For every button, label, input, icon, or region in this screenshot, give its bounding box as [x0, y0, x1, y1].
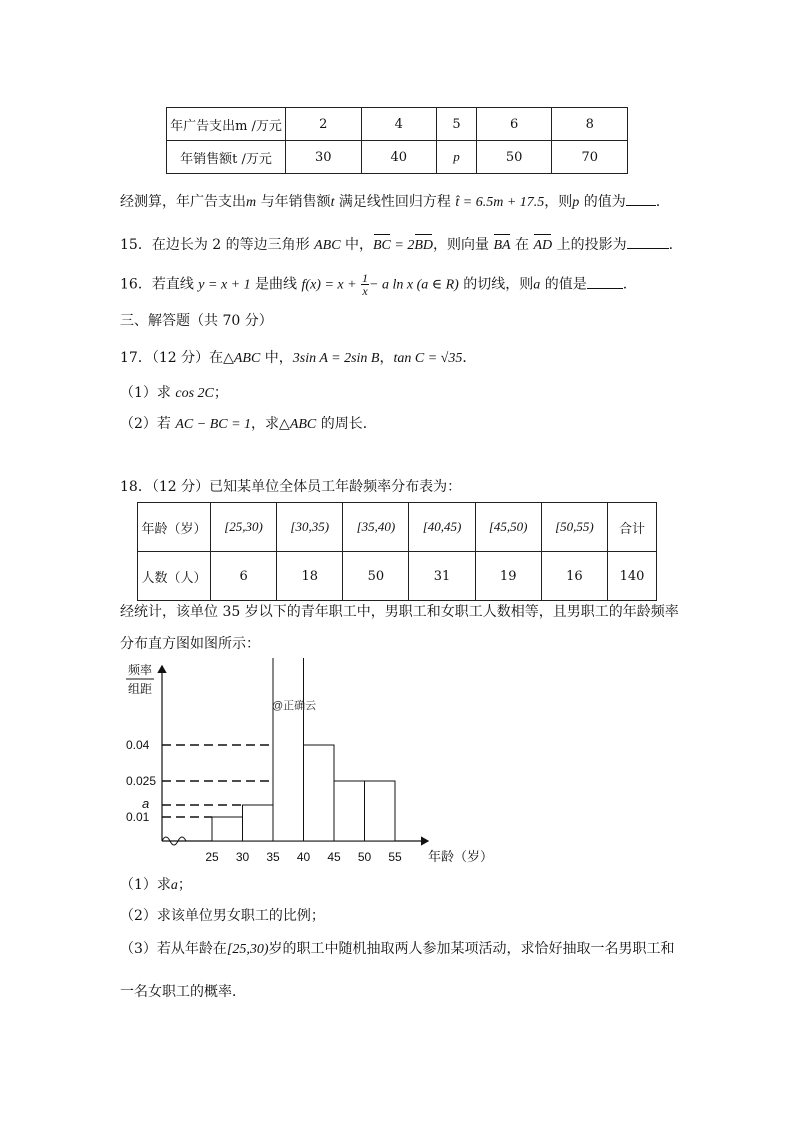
table-cell: 31 — [409, 552, 475, 601]
text: 在 — [510, 237, 534, 253]
text: 中， — [340, 237, 373, 253]
vector-bd: BD — [414, 236, 433, 256]
text: ； — [213, 385, 228, 401]
text: 岁的职工中随机抽取两人参加某项活动，求恰好抽取一名男职工和 — [268, 941, 675, 957]
question-number: 16． — [120, 276, 152, 293]
histogram-bar — [212, 817, 243, 841]
x-tick-label: 35 — [266, 850, 280, 864]
y-tick-label: 0.01 — [126, 810, 150, 824]
text: 若直线 — [151, 276, 199, 293]
vector-bc: BC — [373, 236, 391, 256]
histogram-bar — [273, 658, 304, 841]
table-cell: [40,45) — [409, 503, 475, 552]
table-cell: 6 — [211, 552, 277, 601]
table-header-cell: 年销售额t /万元 — [167, 141, 286, 174]
table-cell: 40 — [361, 141, 437, 174]
text: ， — [379, 350, 394, 366]
table-header-cell: 年龄（岁） — [138, 503, 211, 552]
regression-equation: t̂ = 6.5m + 17.5 — [455, 195, 545, 210]
var-a: a — [170, 878, 178, 893]
table-cell: [35,40) — [343, 503, 409, 552]
histogram-bar — [334, 781, 365, 841]
q18-part1 — [120, 875, 192, 896]
q14-text — [120, 191, 660, 213]
q18-stem: 18．（12 分）已知某单位全体员工年龄频率分布表为： — [120, 479, 462, 495]
y-tick-label: 0.025 — [126, 774, 157, 788]
table-cell: 50 — [476, 141, 552, 174]
table-cell: 70 — [552, 141, 628, 174]
text: 与年销售额 — [256, 194, 331, 210]
table-row — [138, 503, 657, 552]
text: 经测算，年广告支出 — [120, 194, 246, 210]
answer-blank — [587, 274, 623, 289]
fraction — [361, 272, 369, 297]
text: （1）求 — [120, 877, 171, 893]
histogram-bar — [365, 781, 396, 841]
line-equation: y = x + 1 — [198, 277, 251, 293]
table-cell: 18 — [277, 552, 343, 601]
text: 在边长为 2 的等边三角形 — [151, 237, 315, 253]
text: = 2 — [390, 238, 415, 253]
table-row — [167, 108, 628, 141]
table-cell: 140 — [608, 552, 657, 601]
x-tick-label: 55 — [388, 850, 402, 864]
y-axis-label-bottom: 组距 — [128, 682, 153, 696]
triangle-abc: ABC — [233, 351, 261, 366]
triangle-abc: ABC — [289, 417, 317, 432]
condition-1: 3sin A = 2sin B — [292, 351, 380, 366]
ad-sales-table — [166, 107, 628, 174]
text: 满足线性回归方程 — [334, 194, 456, 210]
q15-text — [120, 234, 673, 256]
y-tick-label: 0.04 — [126, 738, 150, 752]
table-cell: 16 — [541, 552, 607, 601]
table-cell: [50,55) — [541, 503, 607, 552]
table-cell: 30 — [286, 141, 362, 174]
condition-2: tan C = √35 — [393, 351, 463, 366]
a-label: a — [142, 796, 150, 811]
age-histogram — [110, 658, 510, 870]
q18-desc-1: 经统计，该单位 35 岁以下的青年职工中，男职工和女职工人数相等，且男职工的年龄频率 — [120, 604, 679, 620]
text: 是曲线 — [250, 276, 302, 293]
text: 的值是 — [540, 276, 587, 293]
table-row — [167, 141, 628, 174]
text: ，求△ — [251, 416, 290, 432]
var-p: p — [572, 195, 580, 210]
table-cell: 8 — [552, 108, 628, 141]
q18-part2: （2）求该单位男女职工的比例； — [120, 908, 325, 924]
question-number: 15． — [120, 237, 152, 253]
x-tick-label: 40 — [296, 850, 311, 864]
triangle-abc: ABC — [314, 238, 341, 253]
table-cell: p — [437, 141, 477, 174]
watermark: @正确云 — [272, 700, 317, 712]
answer-blank — [627, 234, 669, 249]
table-header-cell: 年广告支出m /万元 — [167, 108, 286, 141]
section-heading: 三、解答题（共 70 分） — [120, 313, 273, 329]
histogram-bar — [243, 805, 274, 841]
table-header-cell: 人数（人） — [138, 552, 211, 601]
x-tick-label: 45 — [327, 850, 341, 864]
bars — [212, 658, 395, 841]
text: 的切线，则 — [458, 276, 534, 293]
expression: AC − BC = 1 — [175, 417, 252, 432]
table-cell: 合计 — [608, 503, 657, 552]
text: 17．（12 分）在△ — [120, 350, 234, 366]
table-cell: 19 — [475, 552, 541, 601]
var-t: t — [330, 195, 335, 210]
text: ，则向量 — [433, 237, 494, 253]
q18-part3 — [120, 939, 675, 960]
table-cell: 4 — [361, 108, 437, 141]
var-m: m — [246, 195, 257, 210]
text: ，则 — [544, 194, 573, 210]
q18-desc-2: 分布直方图如图所示： — [120, 636, 260, 652]
text: 的周长． — [316, 416, 377, 432]
fraction-numerator: 1 — [362, 271, 369, 285]
histogram-bar — [304, 745, 335, 841]
text: 中， — [260, 350, 293, 366]
q18-part3-cont: 一名女职工的概率． — [120, 984, 246, 1000]
text: （1）求 — [120, 385, 176, 401]
q17-part2 — [120, 414, 377, 435]
vector-ad: AD — [533, 236, 552, 256]
text: 上的投影为 — [552, 237, 627, 253]
fraction-denominator: x — [362, 284, 368, 298]
age-distribution-table — [137, 502, 657, 601]
table-row — [138, 552, 657, 601]
curve-equation: f(x) = x + — [301, 277, 357, 293]
q16-text — [120, 272, 627, 297]
q17-stem — [120, 348, 476, 369]
table-cell: [30,35) — [277, 503, 343, 552]
var-a: a — [533, 277, 541, 293]
y-axis-label-top: 频率 — [128, 663, 153, 677]
expression: cos 2C — [175, 386, 214, 401]
x-tick-label: 25 — [205, 850, 219, 864]
x-tick-label: 30 — [235, 850, 250, 864]
text: . — [668, 237, 674, 253]
text: ． — [462, 350, 477, 366]
x-tick-label: 50 — [357, 850, 372, 864]
curve-equation-rest: − a ln x (a ∈ R) — [369, 277, 459, 293]
table-cell: 50 — [343, 552, 409, 601]
text: 的值为 — [579, 194, 626, 210]
answer-blank — [626, 191, 656, 206]
table-cell: 6 — [476, 108, 552, 141]
text: . — [655, 194, 661, 210]
text: （3）若从年龄在 — [120, 941, 227, 957]
text: . — [622, 276, 628, 293]
interval: [25,30) — [226, 942, 269, 957]
q17-part1 — [120, 383, 228, 404]
x-axis-label: 年龄（岁） — [428, 849, 494, 864]
table-cell: 2 — [286, 108, 362, 141]
vector-ba: BA — [493, 236, 510, 256]
text: ； — [177, 877, 192, 893]
table-cell: [25,30) — [211, 503, 277, 552]
table-cell: [45,50) — [475, 503, 541, 552]
text: （2）若 — [120, 416, 176, 432]
table-cell: 5 — [437, 108, 477, 141]
